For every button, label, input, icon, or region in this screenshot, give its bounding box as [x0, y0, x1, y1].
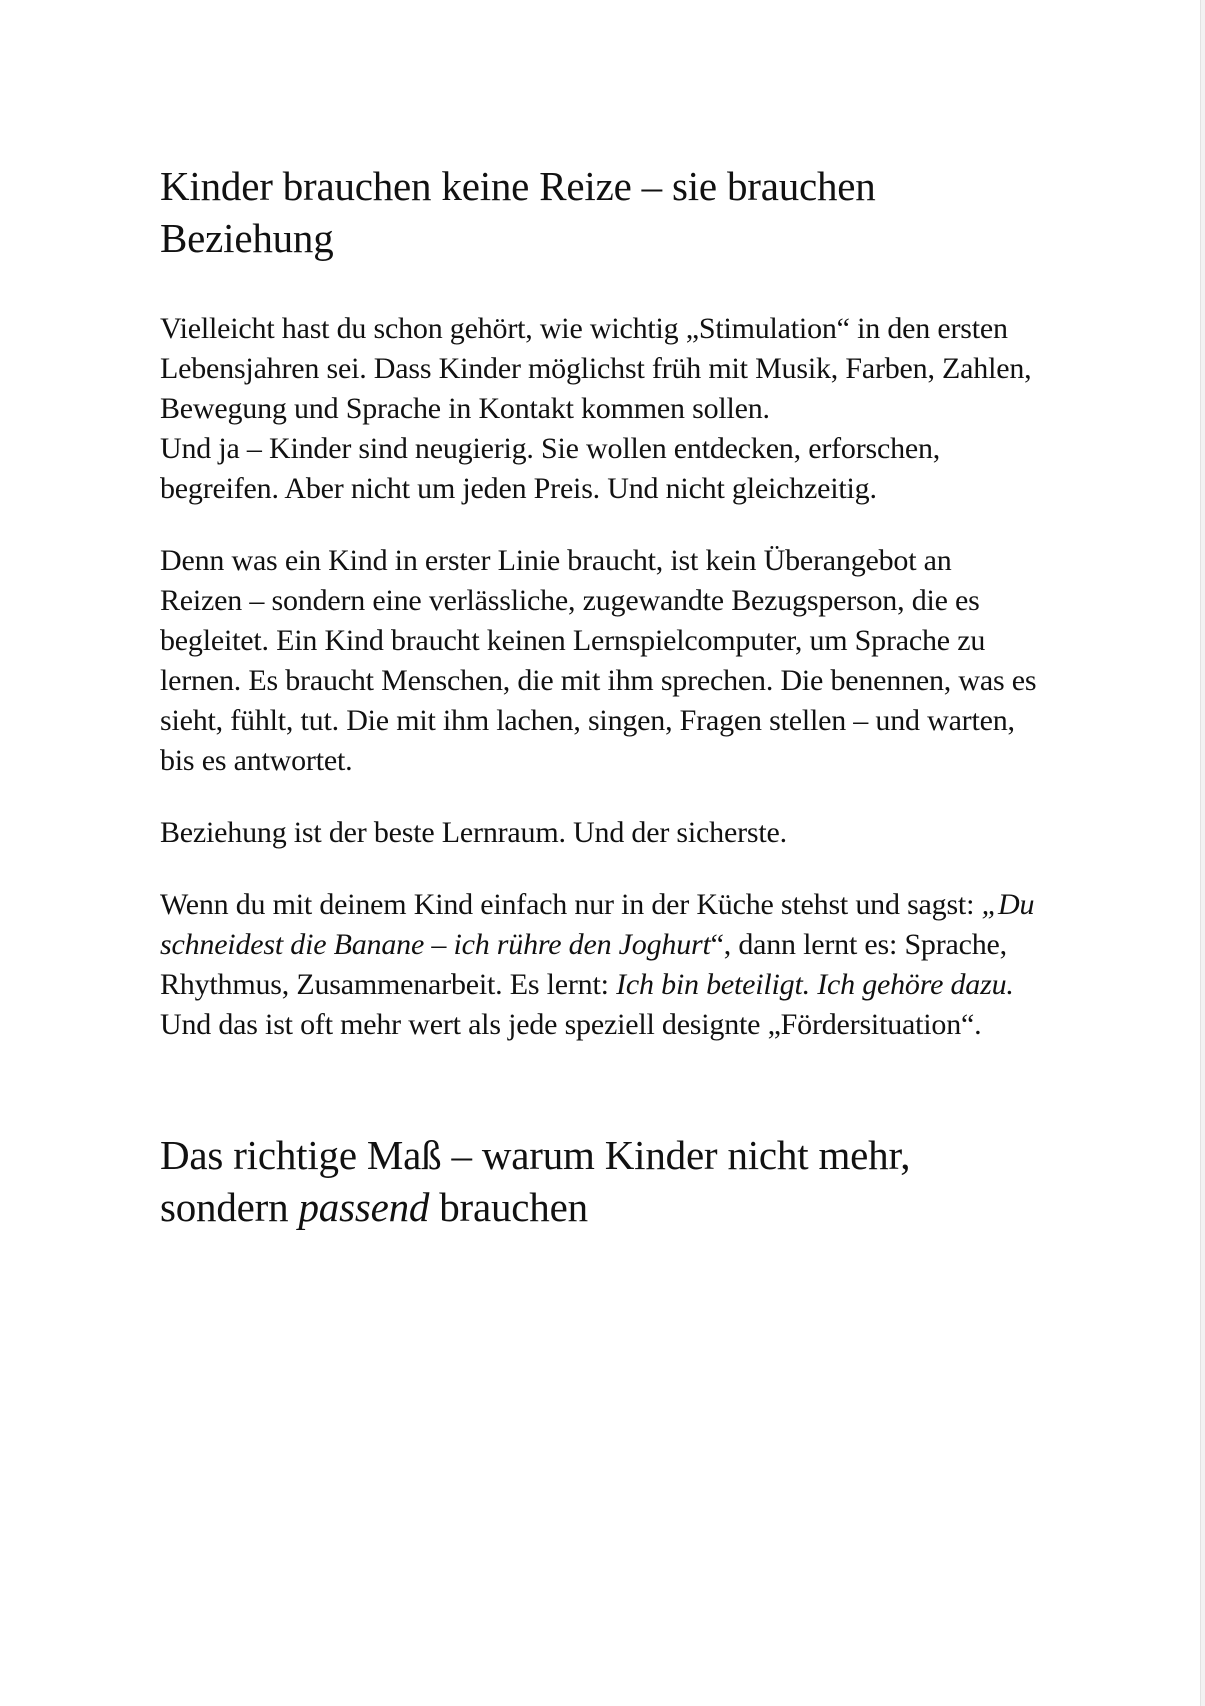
- paragraph-kueche-close: “,: [710, 928, 739, 961]
- section-heading-mass-a: Das richtige Maß – warum Kinder nicht mehr, sondern: [160, 1132, 911, 1230]
- paragraph-kueche-mid: dann lernt es: Sprache, Rhythmus, Zusammenarbeit. Es lernt:: [160, 928, 1007, 1001]
- paragraph-lernraum: Beziehung ist der beste Lernraum. Und der sicherste.: [160, 816, 787, 849]
- paragraph-kueche: [160, 885, 1040, 1005]
- page-edge: [1200, 0, 1205, 1706]
- paragraph-foerdersituation: Und das ist oft mehr wert als jede speziell designte „Fördersituation“.: [160, 1008, 982, 1041]
- document-content: [160, 160, 1040, 1233]
- paragraph-neugierig: Und ja – Kinder sind neugierig. Sie wollen entdecken, erforschen, begreifen. Aber nicht um jeden Preis. Und nicht gleichzeitig.: [160, 432, 941, 505]
- paragraph-kueche-lead: Wenn du mit deinem Kind einfach nur in der Küche stehst und sagst:: [160, 888, 982, 921]
- paragraph-stimulation: Vielleicht hast du schon gehört, wie wichtig „Stimulation“ in den ersten Lebensjahren sei. Dass Kinder möglichst früh mit Musik, Farben, Zahlen, Bewegung und Sprache in Kontakt kommen sollen.: [160, 312, 1032, 425]
- section-heading-mass-em: passend: [298, 1184, 430, 1230]
- paragraph-kueche-italic: Ich bin beteiligt. Ich gehöre dazu.: [616, 968, 1014, 1001]
- paragraph-kueche-quote: „Du schneidest die Banane – ich rühre den Joghurt: [160, 888, 1035, 961]
- section-heading-mass-b: brauchen: [429, 1184, 588, 1230]
- section-heading-beziehung: Kinder brauchen keine Reize – sie brauchen Beziehung: [160, 163, 876, 261]
- section-heading-mass: [160, 1129, 1040, 1233]
- paragraph-bezugsperson: Denn was ein Kind in erster Linie braucht, ist kein Überangebot an Reizen – sondern eine verlässliche, zugewandte Bezugsperson, die es begleitet. Ein Kind braucht keinen Lernspielcomputer, um Sprache zu lernen. Es braucht Menschen, die mit ihm sprechen. Die benennen, was es sieht, fühlt, tut. Die mit ihm lachen, singen, Fragen stellen – und warten, bis es antwortet.: [160, 544, 1037, 777]
